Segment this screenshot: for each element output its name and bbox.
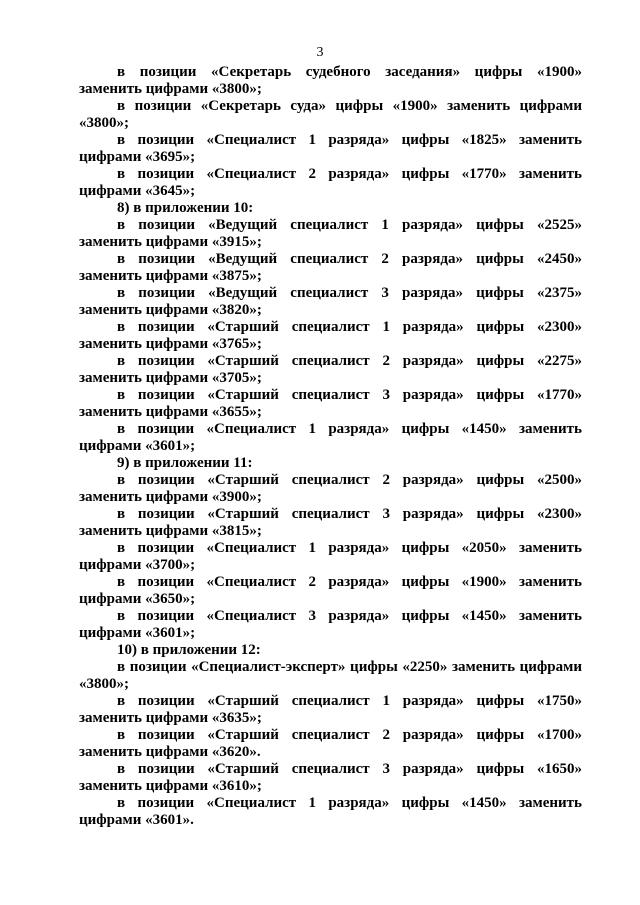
amendment-paragraph: в позиции «Старший специалист 2 разряда» цифры «2275» заменить цифрами «3705»; — [79, 353, 582, 386]
section-heading: 9) в приложении 11: — [117, 455, 253, 471]
amendment-paragraph: в позиции «Специалист 1 разряда» цифры «1450» заменить цифрами «3601»; — [79, 421, 582, 454]
amendment-paragraph: в позиции «Ведущий специалист 2 разряда» цифры «2450» заменить цифрами «3875»; — [79, 251, 582, 284]
amendment-paragraph: в позиции «Специалист 1 разряда» цифры «2050» заменить цифрами «3700»; — [79, 540, 582, 573]
amendment-paragraph: в позиции «Старший специалист 2 разряда» цифры «1700» заменить цифрами «3620». — [79, 727, 582, 760]
amendment-paragraph: в позиции «Ведущий специалист 1 разряда» цифры «2525» заменить цифрами «3915»; — [79, 217, 582, 250]
amendment-paragraph: в позиции «Специалист 1 разряда» цифры «1450» заменить цифрами «3601». — [79, 795, 582, 828]
amendment-paragraph: в позиции «Ведущий специалист 3 разряда» цифры «2375» заменить цифрами «3820»; — [79, 285, 582, 318]
amendment-paragraph: в позиции «Специалист 3 разряда» цифры «1450» заменить цифрами «3601»; — [79, 608, 582, 641]
document-body — [79, 64, 582, 829]
amendment-paragraph: в позиции «Старший специалист 2 разряда» цифры «2500» заменить цифрами «3900»; — [79, 472, 582, 505]
amendment-paragraph: в позиции «Специалист 2 разряда» цифры «1770» заменить цифрами «3645»; — [79, 166, 582, 199]
amendment-paragraph: в позиции «Секретарь суда» цифры «1900» заменить цифрами «3800»; — [79, 98, 582, 131]
page-number: 3 — [316, 45, 324, 60]
amendment-paragraph: в позиции «Старший специалист 1 разряда» цифры «1750» заменить цифрами «3635»; — [79, 693, 582, 726]
amendment-paragraph: в позиции «Секретарь судебного заседания» цифры «1900» заменить цифрами «3800»; — [79, 64, 582, 97]
amendment-paragraph: в позиции «Старший специалист 1 разряда» цифры «2300» заменить цифрами «3765»; — [79, 319, 582, 352]
section-heading: 8) в приложении 10: — [117, 200, 254, 216]
amendment-paragraph: в позиции «Старший специалист 3 разряда» цифры «2300» заменить цифрами «3815»; — [79, 506, 582, 539]
amendment-paragraph: в позиции «Старший специалист 3 разряда» цифры «1770» заменить цифрами «3655»; — [79, 387, 582, 420]
section-heading: 10) в приложении 12: — [117, 642, 261, 658]
amendment-paragraph: в позиции «Специалист 2 разряда» цифры «1900» заменить цифрами «3650»; — [79, 574, 582, 607]
amendment-paragraph: в позиции «Старший специалист 3 разряда» цифры «1650» заменить цифрами «3610»; — [79, 761, 582, 794]
amendment-paragraph: в позиции «Специалист-эксперт» цифры «2250» заменить цифрами «3800»; — [79, 659, 582, 692]
amendment-paragraph: в позиции «Специалист 1 разряда» цифры «1825» заменить цифрами «3695»; — [79, 132, 582, 165]
